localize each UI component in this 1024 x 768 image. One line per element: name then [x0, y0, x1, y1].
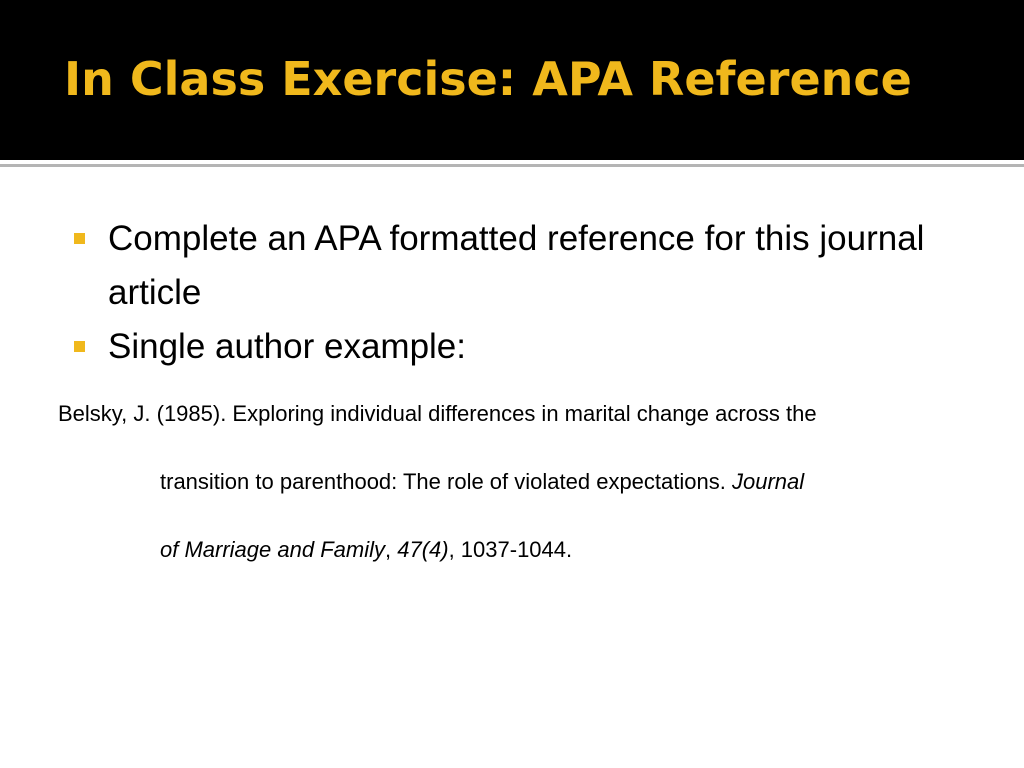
square-bullet-icon — [74, 341, 85, 352]
bullet-text: Complete an APA formatted reference for this journal article — [108, 219, 925, 312]
reference-separator: , — [384, 537, 398, 562]
title-bar — [0, 0, 1024, 160]
reference-title-end: transition to parenthood: The role of violated expectations. — [160, 469, 726, 494]
apa-reference-example — [58, 392, 978, 596]
reference-volume-issue: 47(4) — [397, 537, 449, 562]
reference-line-3 — [58, 528, 978, 596]
slide-title: In Class Exercise: APA Reference — [64, 52, 912, 106]
reference-author-title: Belsky, J. (1985). Exploring individual differences in marital change across the — [58, 401, 817, 426]
bullet-item-single-author — [74, 320, 954, 374]
reference-journal-name-part2: of Marriage and Family — [160, 537, 385, 562]
square-bullet-icon — [74, 233, 85, 244]
bullet-list — [74, 212, 954, 374]
title-divider — [0, 164, 1024, 167]
reference-pages: , 1037-1044. — [448, 537, 573, 562]
bullet-item-complete-reference — [74, 212, 954, 320]
bullet-text: Single author example: — [108, 327, 466, 366]
reference-journal-name-part1: Journal — [731, 469, 805, 494]
reference-line-1 — [58, 392, 978, 460]
reference-line-2 — [58, 460, 978, 528]
